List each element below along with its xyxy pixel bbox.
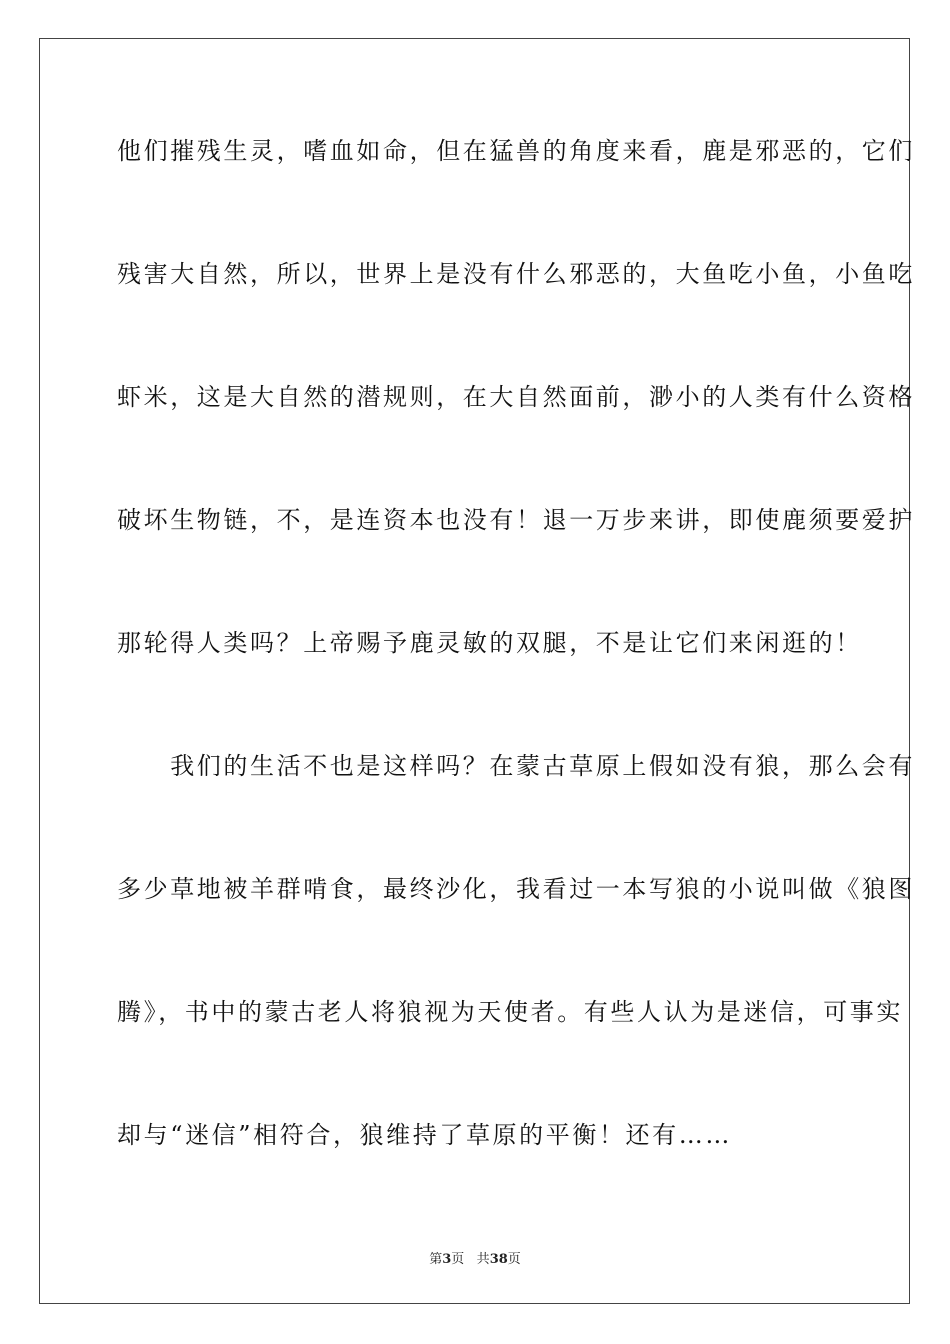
document-body	[117, 126, 915, 1233]
page-footer	[0, 1248, 950, 1267]
text-line: 那轮得人类吗？上帝赐予鹿灵敏的双腿，不是让它们来闲逛的！	[117, 629, 862, 657]
page-prefix: 第	[429, 1252, 443, 1267]
total-pages: 38	[489, 1252, 508, 1267]
text-line: 破坏生物链，不，是连资本也没有！退一万步来讲，即使鹿须要爱护	[117, 506, 915, 534]
page-suffix: 页	[451, 1252, 465, 1267]
text-line: 我们的生活不也是这样吗？在蒙古草原上假如没有狼，那么会有	[117, 752, 915, 780]
total-prefix: 共	[476, 1252, 490, 1267]
page-number: 3	[442, 1252, 452, 1267]
text-line: 他们摧残生灵，嗜血如命，但在猛兽的角度来看，鹿是邪恶的，它们	[117, 137, 915, 165]
total-suffix: 页	[507, 1252, 521, 1267]
text-line: 虾米，这是大自然的潜规则，在大自然面前，渺小的人类有什么资格	[117, 383, 915, 411]
text-line: 腾》，书中的蒙古老人将狼视为天使者。有些人认为是迷信，可事实	[117, 998, 903, 1026]
text-line: 多少草地被羊群啃食，最终沙化，我看过一本写狼的小说叫做《狼图	[117, 875, 915, 903]
text-line: 却与“迷信”相符合，狼维持了草原的平衡！还有……	[117, 1121, 732, 1149]
text-line: 残害大自然，所以，世界上是没有什么邪恶的，大鱼吃小鱼，小鱼吃	[117, 260, 915, 288]
